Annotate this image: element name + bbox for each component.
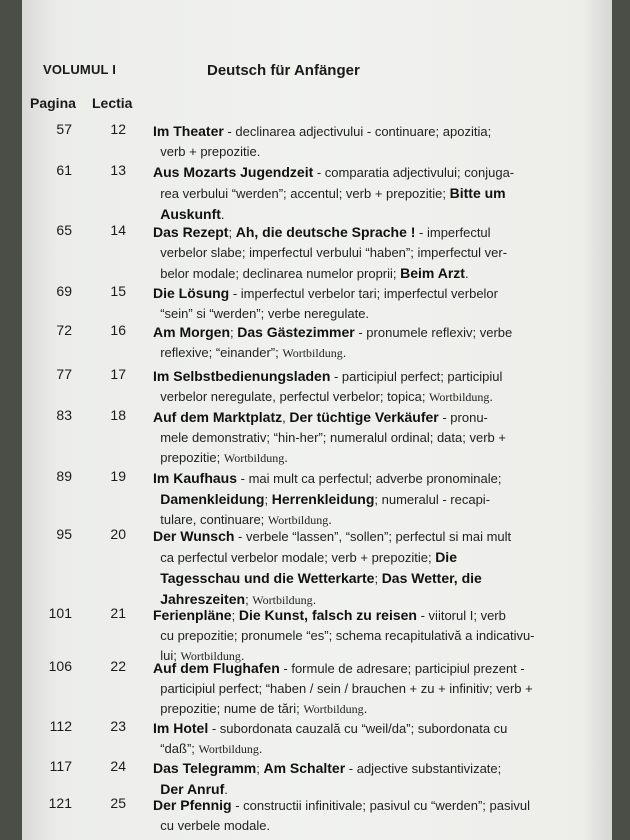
lesson-description: Am Morgen; Das Gästezimmer - pronumele reflexiv; verbe reflexive; “einander”; Wortbildung. [153, 324, 513, 360]
page-number: 112 [49, 718, 72, 734]
lesson-description: Im Kaufhaus - mai mult ca perfectul; adverbe pronominale; Damenkleidung; Herrenkleidung; numeralul - recapi- tulare, continuare; Wortbildung. [153, 470, 502, 527]
lesson-number: 12 [110, 121, 126, 137]
lesson-number: 22 [110, 658, 126, 674]
page-number: 69 [56, 283, 72, 299]
lesson-number: 19 [110, 468, 126, 484]
book-page [22, 0, 612, 840]
lesson-description: Im Selbstbedienungsladen - participiul perfect; participiul verbelor neregulate, perfectul verbelor; topica; Wortbildung. [153, 368, 503, 404]
column-header-pagina: Pagina [30, 95, 76, 111]
lesson-number: 14 [110, 222, 126, 238]
lesson-number: 23 [110, 718, 126, 734]
lesson-description: Im Theater - declinarea adjectivului - continuare; apozitia; verb + prepozitie. [153, 123, 492, 159]
page-number: 83 [56, 407, 72, 423]
page-number: 95 [56, 526, 72, 542]
lesson-number: 16 [110, 322, 126, 338]
lesson-number: 24 [110, 758, 126, 774]
page-number: 89 [56, 468, 72, 484]
page-number: 65 [56, 222, 72, 238]
lesson-description: Der Pfennig - constructii infinitivale; pasivul cu “werden”; pasivul cu verbele modale. [153, 797, 530, 833]
lesson-description: Auf dem Marktplatz, Der tüchtige Verkäufer - pronu- mele demonstrativ; “hin-her”; numeralul ordinal; data; verb + prepozitie; Wortbildung. [153, 409, 506, 465]
lesson-number: 25 [110, 795, 126, 811]
lesson-description: Im Hotel - subordonata cauzală cu “weil/da”; subordonata cu “daß”; Wortbildung. [153, 720, 508, 756]
lesson-number: 17 [110, 366, 126, 382]
page-number: 61 [56, 162, 72, 178]
page-number: 101 [48, 605, 72, 621]
lesson-description: Das Rezept; Ah, die deutsche Sprache ! - imperfectul verbelor slabe; imperfectul verbului “haben”; imperfectul ver- belor modale; declinarea numelor proprii; Beim Arzt. [153, 224, 508, 281]
page-number: 121 [48, 795, 72, 811]
page-number: 77 [56, 366, 72, 382]
lesson-description: Der Wunsch - verbele “lassen”, “sollen”; perfectul si mai mult ca perfectul verbelor modale; verb + prepozitie; Die Tagesschau und die Wetterkarte; Das Wetter, die Jahreszeiten; Wortbildung. [153, 528, 512, 607]
lesson-description: Auf dem Flughafen - formule de adresare; participiul prezent - participiul perfect; “haben / sein / brauchen + zu + infinitiv; verb + prepozitie; nume de tări; Wortbildung. [153, 660, 533, 716]
volume-heading: VOLUMUL I [43, 62, 117, 77]
column-header-lectia: Lectia [92, 95, 133, 111]
book-title: Deutsch für Anfänger [207, 62, 360, 79]
lesson-description: Ferienpläne; Die Kunst, falsch zu reisen - viitorul I; verb cu prepozitie; pronumele “es”; schema recapitulativă a indicativu- lui; Wortbildung. [153, 607, 535, 663]
lesson-description: Die Lösung - imperfectul verbelor tari; imperfectul verbelor “sein” si “werden”; verbe neregulate. [153, 285, 498, 321]
page-number: 57 [56, 121, 72, 137]
lesson-number: 18 [110, 407, 126, 423]
lesson-number: 15 [110, 283, 126, 299]
lesson-description: Aus Mozarts Jugendzeit - comparatia adjectivului; conjuga- rea verbului “werden”; accentul; verb + prepozitie; Bitte um Auskunft. [153, 164, 515, 222]
lesson-number: 20 [110, 526, 126, 542]
page-number: 106 [48, 658, 72, 674]
lesson-number: 13 [110, 162, 126, 178]
page-number: 117 [49, 758, 72, 774]
lesson-description: Das Telegramm; Am Schalter - adjective substantivizate; Der Anruf. [153, 760, 502, 797]
lesson-number: 21 [110, 605, 126, 621]
page-number: 72 [56, 322, 72, 338]
